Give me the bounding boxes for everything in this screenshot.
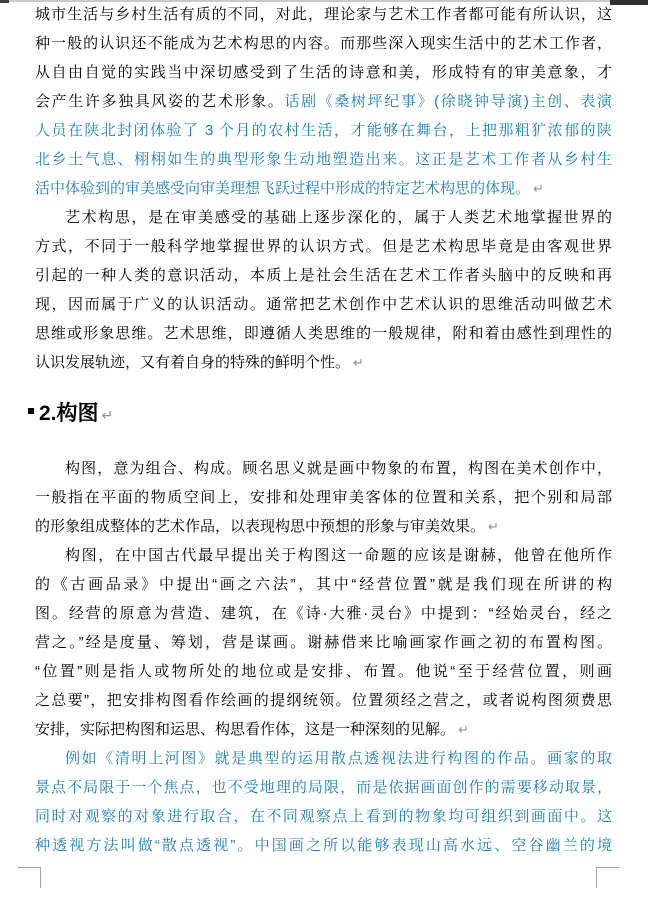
text-line: [35, 290, 612, 319]
text-line: [35, 802, 612, 831]
body-text: 一般指在平面的物质空间上，安排和处理审美客体的位置和关系，把个别和局部: [35, 489, 612, 506]
text-line: [35, 58, 612, 87]
paragraph-mark-icon: ↵: [533, 182, 544, 197]
window-top-right-fragment: [610, 0, 648, 5]
text-line: [35, 174, 612, 203]
text-line: [35, 145, 612, 174]
text-line: [35, 0, 612, 29]
paragraph-mark-icon: ↵: [488, 520, 499, 535]
text-line: [35, 454, 612, 483]
text-line: [35, 512, 612, 541]
highlighted-text: 种透视方法叫做“散点透视”。中国画之所以能够表现山高水远、空谷幽兰的境: [35, 837, 612, 854]
highlighted-text: 人员在陕北封闭体验了 3 个月的农村生活，才能够在舞台，上把那粗犷浓郁的陕: [35, 122, 612, 139]
body-text: 的形象组成整体的艺术作品，以表现构思中预想的形象与审美效果。: [35, 518, 486, 535]
text-line: [35, 319, 612, 348]
heading-bullet-icon: [28, 408, 34, 414]
text-line: [35, 203, 612, 232]
highlighted-text: 例如《清明上河图》就是典型的运用散点透视法进行构图的作品。画家的取: [65, 750, 612, 767]
body-text: 从自由自觉的实践当中深切感受到了生活的诗意和美，形成特有的审美意象，才: [35, 64, 612, 81]
text-line: [35, 628, 612, 657]
text-line: [35, 541, 612, 570]
body-text: 的《古画品录》中提出“画之六法”，其中“经营位置”就是我们现在所讲的构: [35, 576, 612, 593]
text-line: [35, 348, 612, 377]
text-line: [35, 570, 612, 599]
text-line: [35, 657, 612, 686]
paragraph-mark-icon: ↵: [458, 723, 469, 738]
body-text: 构图，意为组合、构成。顾名思义就是画中物象的布置，构图在美术创作中，: [65, 460, 612, 477]
text-line: [35, 686, 612, 715]
body-text: 会产生许多独具风姿的艺术形象。: [35, 93, 285, 110]
highlighted-text: 景点不局限于一个焦点，也不受地理的局限，而是依据画面创作的需要移动取景，: [35, 779, 612, 796]
highlighted-text: 话剧《桑树坪纪事》(徐晓钟导演)主创、表演: [284, 93, 612, 110]
body-text: 现，因而属于广义的认识活动。通常把艺术创作中艺术认识的思维活动叫做艺术: [35, 296, 612, 313]
body-text: 城市生活与乡村生活有质的不同，对此，理论家与艺术工作者都可能有所认识，这: [35, 6, 612, 23]
text-line: [35, 773, 612, 802]
document-text[interactable]: [35, 0, 612, 860]
window-top-left-fragment: [0, 0, 9, 3]
body-text: 种一般的认识还不能成为艺术构思的内容。而那些深入现实生活中的艺术工作者，: [35, 35, 612, 52]
highlighted-text: 活中体验到的审美感受向审美理想飞跃过程中形成的特定艺术构思的体现。: [35, 180, 531, 197]
body-text: 图。经营的原意为营造、建筑，在《诗·大雅·灵台》中提到：“经始灵台，经之: [35, 605, 612, 622]
body-text: 方式，不同于一般科学地掌握世界的认识方式。但是艺术构思毕竟是由客观世界: [35, 238, 612, 255]
body-text: 艺术构思，是在审美感受的基础上逐步深化的，属于人类艺术地掌握世界的: [65, 209, 612, 226]
text-boundary-mark-left: [18, 867, 41, 888]
body-text: 安排，实际把构图和运思、构思看作体，这是一种深刻的见解。: [35, 721, 456, 738]
highlighted-text: 同时对观察的对象进行取合，在不同观察点上看到的物象均可组织到画面中。这: [35, 808, 612, 825]
text-line: [35, 599, 612, 628]
text-line: [35, 483, 612, 512]
paragraph-mark-icon: ↵: [101, 408, 114, 424]
section-heading-label: 2.构图: [39, 402, 99, 425]
body-text: “位置”则是指人或物所处的地位或是安排、布置。他说“至于经营位置，则画: [35, 663, 612, 680]
body-text: 思维或形象思维。艺术思维，即遵循人类思维的一般规律，附和着由感性到理性的: [35, 325, 612, 342]
text-line: [35, 715, 612, 744]
text-line: [35, 87, 612, 116]
text-boundary-mark-right: [596, 867, 619, 888]
text-line: [35, 29, 612, 58]
text-line: [35, 116, 612, 145]
body-text: 认识发展轨迹，又有着自身的特殊的鲜明个性。: [35, 354, 351, 371]
paragraph-mark-icon: ↵: [353, 356, 364, 371]
text-line: [35, 261, 612, 290]
text-line: [35, 831, 612, 860]
text-line: [35, 232, 612, 261]
body-text: 之总要”，把安排构图看作绘画的提纲统领。位置须经之营之，或者说构图须费思: [35, 692, 612, 709]
section-heading: [28, 399, 612, 429]
text-line: [35, 744, 612, 773]
body-text: 构图，在中国古代最早提出关于构图这一命题的应该是谢赫，他曾在他所作: [65, 547, 612, 564]
body-text: 营之。”经是度量、筹划，营是谋画。谢赫借来比喻画家作画之初的布置构图。: [35, 634, 612, 651]
highlighted-text: 北乡土气息、栩栩如生的典型形象生动地塑造出来。这正是艺术工作者从乡村生: [35, 151, 612, 168]
body-text: 引起的一种人类的意识活动，本质上是社会生活在艺术工作者头脑中的反映和再: [35, 267, 612, 284]
